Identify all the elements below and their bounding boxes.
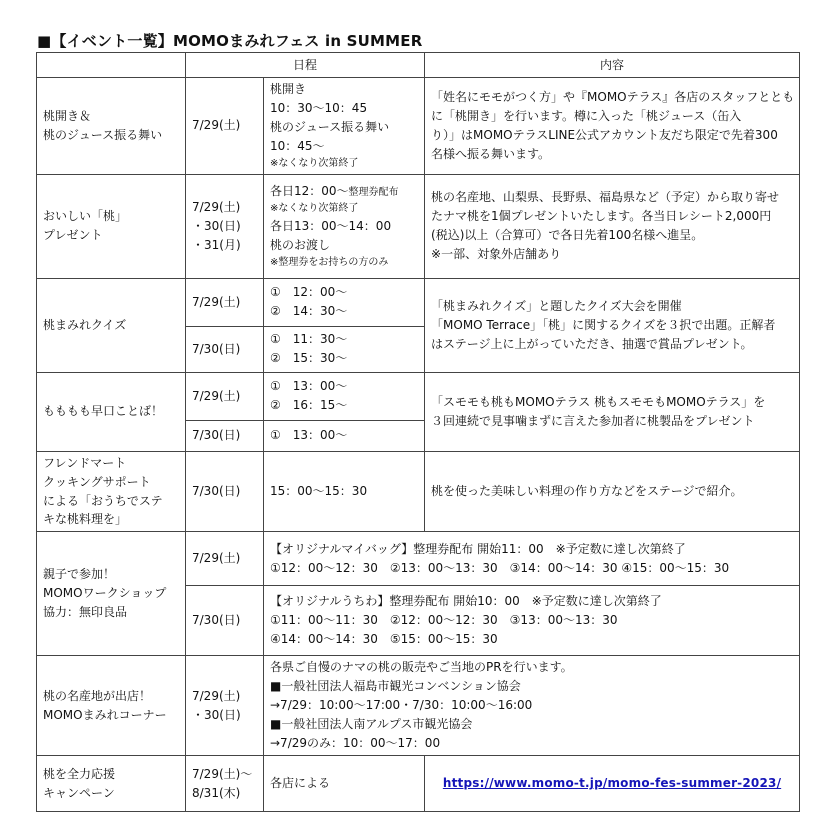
event-name-line: による「おうちでステ (43, 493, 163, 508)
content-line: 【オリジナルマイバッグ】整理券配布 開始11：00 ※予定数に達し次第終了 (270, 541, 686, 556)
event-date: 7/29(土) (186, 532, 264, 586)
event-name (37, 532, 186, 656)
time-line (270, 182, 418, 201)
content-line: (税込)以上（合算可）で各日先着100名様へ進呈。 (431, 228, 704, 243)
time-line: 桃のお渡し (270, 237, 331, 252)
table-row (37, 78, 800, 175)
header-cell-empty (37, 53, 186, 78)
content-line: ３回連続で見事噛まずに言えた参加者に桃製品をプレゼント (431, 413, 755, 428)
event-content (425, 278, 800, 372)
event-name-line: 桃の名産地が出店！ (43, 688, 152, 703)
event-date: 7/30(日) (186, 420, 264, 451)
event-content (264, 656, 800, 756)
table-row (37, 756, 800, 812)
event-date: 7/29(土) (186, 372, 264, 420)
content-line: 桃の名産地、山梨県、長野県、福島県など（予定）から取り寄せ (431, 190, 780, 205)
event-name-line: フレンドマート (43, 455, 127, 470)
time-line: 10：45〜 (270, 138, 325, 153)
time-note: 整理券配布 (348, 186, 399, 198)
event-time (264, 372, 425, 420)
event-name (37, 78, 186, 175)
event-name-line: MOMOまみれコーナー (43, 707, 167, 722)
event-name-line: キな桃料理を」 (43, 512, 128, 527)
time-line: ② 16：15〜 (270, 398, 348, 413)
event-name-line: MOMOワークショップ (43, 586, 167, 601)
content-line: 名様へ振る舞います。 (431, 146, 551, 161)
page-title: ■【イベント一覧】MOMOまみれフェス in SUMMER (37, 32, 423, 50)
event-date (186, 656, 264, 756)
event-date: 7/30(日) (186, 326, 264, 372)
content-line: に「桃開き」を行います。樽に入った「桃ジュース（缶入 (431, 108, 742, 123)
time-line: 10：30〜10：45 (270, 100, 368, 115)
event-name-line: 協力：無印良品 (43, 605, 128, 620)
event-content (425, 174, 800, 278)
content-line: →7/29：10:00〜17:00・7/30：10:00〜16:00 (270, 698, 533, 713)
content-line: ①11：00〜11：30 ②12：00〜12：30 ③13：00〜13：30 (270, 613, 618, 628)
content-line: 【オリジナルうちわ】整理券配布 開始10：00 ※予定数に達し次第終了 (270, 594, 662, 609)
table-row (37, 532, 800, 586)
content-line: ※一部、対象外店舗あり (431, 247, 562, 262)
event-time: 各店による (264, 756, 425, 812)
time-line: ① 12：00〜 (270, 285, 348, 300)
content-line: ①12：00〜12：30 ②13：00〜13：30 ③14：00〜14：30 ④15：00〜15：30 (270, 560, 730, 575)
event-content (425, 756, 800, 812)
event-name-line: プレゼント (43, 228, 103, 243)
content-line: 各県ご自慢のナマの桃の販売やご当地のPRを行います。 (270, 660, 573, 675)
campaign-url-link[interactable]: https://www.momo-t.jp/momo-fes-summer-2023/ (442, 776, 782, 791)
table-row (37, 174, 800, 278)
content-line: 「姓名にモモがつく方」や『MOMOテラス』各店のスタッフととも (431, 89, 795, 104)
content-line: 「MOMO Terrace」「桃」に関するクイズを３択で出題。正解者 (431, 317, 776, 332)
table-header-row (37, 53, 800, 78)
event-name-line: 親子で参加！ (43, 567, 116, 582)
time-text: 各日12：00〜 (270, 183, 349, 198)
event-content (425, 372, 800, 451)
time-line: 桃のジュース振る舞い (270, 119, 390, 134)
time-line: 桃開き (270, 82, 307, 96)
content-line: たナマ桃を1個プレゼントいたします。各当日レシート2,000円 (431, 209, 772, 224)
event-name: 桃まみれクイズ (37, 278, 186, 372)
event-time (264, 278, 425, 326)
time-line: ① 13：00〜 (270, 379, 348, 394)
event-name-line: 桃開き＆ (43, 108, 92, 123)
time-line: ② 15：30〜 (270, 351, 348, 366)
table-row (37, 372, 800, 420)
table-row (37, 451, 800, 532)
event-name (37, 756, 186, 812)
event-name-line: クッキングサポート (43, 474, 151, 489)
event-table (36, 52, 800, 812)
event-name (37, 451, 186, 532)
event-time (264, 326, 425, 372)
header-schedule: 日程 (186, 53, 425, 78)
time-note: ※なくなり次第終了 (270, 202, 359, 214)
date-line: 8/31(木) (192, 785, 241, 800)
event-content (264, 532, 800, 586)
event-name-line: 桃のジュース振る舞い (43, 127, 163, 142)
date-line: ・30(日) (192, 707, 241, 722)
date-line: ・30(日) (192, 218, 241, 233)
header-content: 内容 (425, 53, 800, 78)
table-row (37, 656, 800, 756)
content-line: り）」はMOMOテラスLINE公式アカウント友だち限定で先着300 (431, 127, 778, 142)
table-row (37, 278, 800, 326)
event-name-line: 桃を全力応援 (43, 766, 116, 781)
event-date (186, 756, 264, 812)
event-date: 7/30(日) (186, 451, 264, 532)
date-line: 7/29(土) (192, 199, 241, 214)
event-date (186, 174, 264, 278)
date-line: 7/29(土) (192, 688, 241, 703)
event-date: 7/30(日) (186, 586, 264, 656)
event-time: 15：00〜15：30 (264, 451, 425, 532)
content-line: 「桃まみれクイズ」と題したクイズ大会を開催 (431, 298, 682, 313)
event-name (37, 656, 186, 756)
event-time (264, 174, 425, 278)
event-content (264, 586, 800, 656)
content-line: 「スモモも桃もMOMOテラス 桃もスモモもMOMOテラス」を (431, 394, 766, 409)
time-note: ※整理券をお持ちの方のみ (270, 256, 389, 268)
event-time: ① 13：00〜 (264, 420, 425, 451)
time-note: ※なくなり次第終了 (270, 157, 359, 169)
content-line: はステージ上に上がっていただき、抽選で賞品プレゼント。 (431, 336, 753, 351)
event-date: 7/29(土) (186, 278, 264, 326)
date-line: 7/29(土)〜 (192, 766, 253, 781)
date-line: ・31(月) (192, 237, 241, 252)
content-line: ■一般社団法人福島市観光コンベンション協会 (270, 679, 521, 694)
event-content (425, 78, 800, 175)
event-date: 7/29(土) (186, 78, 264, 175)
content-line: ④14：00〜14：30 ⑤15：00〜15：30 (270, 632, 498, 647)
event-time (264, 78, 425, 175)
content-line: ■一般社団法人南アルプス市観光協会 (270, 717, 473, 732)
event-content: 桃を使った美味しい料理の作り方などをステージで紹介。 (425, 451, 800, 532)
event-name-line: おいしい「桃」 (43, 209, 128, 224)
content-line: →7/29のみ：10：00〜17：00 (270, 736, 441, 751)
time-line: ② 14：30〜 (270, 304, 348, 319)
event-name-line: キャンペーン (43, 785, 115, 800)
time-line: 各日13：00〜14：00 (270, 218, 392, 233)
event-name (37, 174, 186, 278)
time-line: ① 11：30〜 (270, 332, 348, 347)
event-name: もももも早口ことば！ (37, 372, 186, 451)
